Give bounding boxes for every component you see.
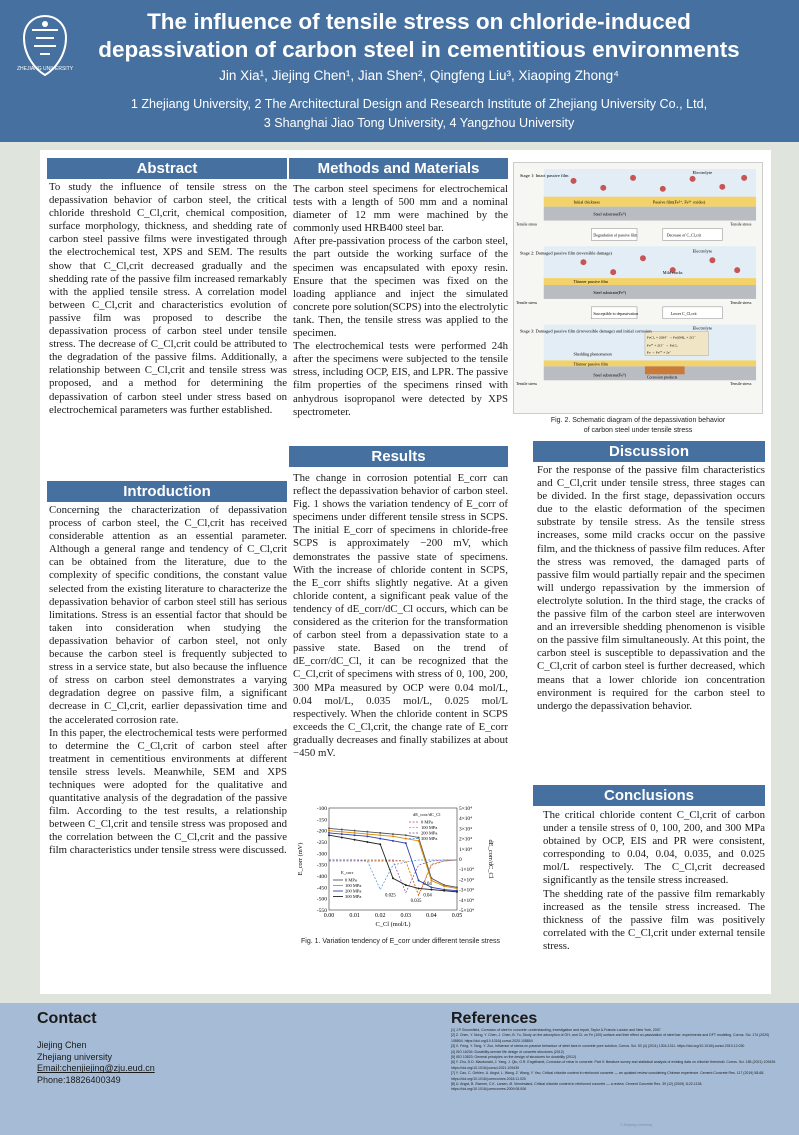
poster-title: The influence of tensile stress on chloride-induced depassivation of carbon steel in cementitious environments [98, 9, 740, 62]
initial-thickness-label: Initial thickness [573, 199, 600, 205]
critical-value-annotation: 0.04 [423, 893, 432, 899]
y-axis-label: E_corr (mV) [297, 842, 304, 876]
ecorr-point [443, 890, 445, 892]
lower-label: Lower C_Cl,crit [670, 310, 697, 316]
y-tick-label: -150 [316, 817, 327, 824]
ecorr-point [328, 834, 330, 836]
fig2-caption-line-2: of carbon steel under tensile stress [583, 427, 693, 434]
ecorr-point [392, 877, 394, 879]
legend-d-title: dE_corr/dC_Cl [413, 812, 441, 817]
ecorr-point [354, 834, 356, 836]
thinner-film-label: Thinner passive film [573, 279, 608, 285]
ecorr-point [366, 831, 368, 833]
methods-para-1: The carbon steel specimens for electrochemical tests with a length of 500 mm and a nominal diameter of 12 mm were machined by the commonly used HRB400 steel bar. [293, 183, 508, 235]
ecorr-point [366, 835, 368, 837]
contact-email-link[interactable]: Email:chenjiejing@zju.eud.cn [37, 1063, 155, 1074]
thinner-film-label-3: Thinner passive film [573, 361, 608, 367]
ecorr-point [328, 827, 330, 829]
y2-tick-label: 0 [459, 857, 462, 863]
affiliation-line-2: 3 Shanghai Jiao Tong University, 4 Yangzhou University [263, 116, 575, 130]
contact-heading: Contact [37, 1010, 97, 1027]
x-tick-label: 0.00 [323, 913, 335, 919]
ecorr-point [366, 841, 368, 843]
university-logo [16, 12, 74, 78]
legend-e-label: 0 MPa [345, 877, 357, 883]
methods-heading: Methods and Materials [289, 158, 508, 179]
steel-substrate-label-3: Steel substrate(Fe⁰) [593, 372, 627, 378]
x-tick-label: 0.04 [426, 913, 437, 919]
ecorr-point [405, 838, 407, 840]
x-tick-label: 0.01 [349, 913, 360, 919]
ecorr-point [418, 840, 420, 842]
legend-e-label: 300 MPa [345, 894, 362, 899]
y2-tick-label: 5×10⁴ [459, 806, 473, 812]
y2-tick-label: -3×10⁴ [459, 887, 474, 894]
watermark: © Zhejiang University [620, 1123, 653, 1127]
ecorr-point [354, 832, 356, 834]
reaction-2: Fe²⁺ + 2Cl⁻ → FeCl₂ [646, 343, 678, 348]
references-heading: References [451, 1010, 538, 1027]
reference-item: [1] J.P. Broomfield, Corrosion of steel in concrete: understanding, investigation and repair, Taylor & Francis London and New York, 2007 [451, 1028, 661, 1032]
ecorr-point [354, 830, 356, 832]
y2-tick-label: -5×10⁴ [459, 908, 474, 914]
x-tick-label: 0.03 [400, 913, 412, 919]
ecorr-point [456, 891, 458, 893]
susceptible-label: Susceptible to depassivation [593, 310, 639, 316]
legend-e-title: E_corr [341, 870, 354, 875]
reference-item: [3] X. Feng, Y. Tang, Y. Zuo, Influence of stress on passive behaviour of steel bars in concrete pore solution, Corros. Sci. 53 (4) (2011) 1304-1311. https://doi.org/10.1016/j.corsci.2010.12.030 [451, 1044, 745, 1049]
contact-phone: Phone:18826400349 [37, 1075, 121, 1086]
results-text: The change in corrosion potential E_corr can reflect the depassivation behavior of carbon steel. Fig. 1 shows the variation tendency of E_corr of specimens under different tensile stress in SCPS. The initial E_corr of specimens in chloride-free SCPS is approximately −200 mV, which demonstrates the passive state of specimens. With the increase of chloride content in SCPS, the E_corr shifts slightly negative. At a given chloride content, a significant peak value of the tendency of dE_corr/dC_Cl occurs, which can be considered as the criterion for the transformation of carbon steel from a depassivation state to a passive state. Based on the trend of dE_corr/dC_Cl, it can be recognized that the C_Cl,crit of specimens with stress of 0, 100, 200, 300 MPa measured by OCP were 0.04 mol/L, 0.04 mol/L, 0.035 mol/L, 0.025 mol/L respectively. When the chloride content in SCPS exceeds the C_Cl,crit, the change rate of E_corr gradually decreases and finally stabilizes at about −450 mV. [293, 472, 508, 759]
affiliation-line-1: 1 Zhejiang University, 2 The Architectural Design and Research Institute of Zhejiang University Co., Ltd, [130, 97, 708, 111]
stage1-steel [544, 207, 756, 221]
tensile-stress-left-1: Tensile stress [515, 221, 538, 227]
ecorr-point [405, 842, 407, 844]
fig1-chart [295, 800, 493, 928]
introduction-text [49, 504, 287, 858]
introduction-para-2: In this paper, the electrochemical tests were performed to determine the C_Cl,crit of carbon steel after treatment in cementitious environments at different tensile stress levels. Meanwhile, SEM and XPS techniques were adopted for the qualitative and quantitative analysis of the degradation of the passive film. According to the test results, a relationship between C_Cl,crit and tensile stress was proposed and the correlation between the C_Cl,crit and the passive film characteristics under tensile stress were discussed. [49, 726, 287, 857]
ecorr-point [418, 887, 420, 889]
abstract-heading: Abstract [47, 158, 287, 179]
y-tick-label: -350 [316, 862, 327, 869]
contact-name: Jiejing Chen [37, 1040, 87, 1050]
fig2-schematic [513, 162, 763, 414]
conclusions-text [543, 809, 765, 953]
degradation-label: Degradation of passive film [593, 232, 638, 238]
reaction-1: FeCl₂ + 2OH⁻ → Fe(OH)₂ + 2Cl⁻ [646, 335, 697, 340]
methods-para-3: The electrochemical tests were performed 24h after the specimens were subjected to the tensile stress, including OCP, EIS, and LPR. The passive film properties of the specimens rinsed with anhydrous isopropanol were detected by XPS spectrometer. [293, 340, 508, 418]
affiliations [74, 95, 764, 133]
ecorr-point [430, 889, 432, 891]
y-tick-label: -500 [316, 896, 327, 903]
y2-tick-label: 2×10⁴ [459, 836, 473, 843]
ecorr-point [392, 835, 394, 837]
contact-org: Zhejiang university [37, 1051, 113, 1062]
ecorr-point [379, 843, 381, 845]
y2-tick-label: 4×10⁴ [459, 816, 473, 823]
legend-d-label: 200 MPa [421, 830, 438, 836]
critical-value-annotation: 0.025 [385, 893, 396, 899]
introduction-heading: Introduction [47, 481, 287, 502]
conclusions-para-2: The shedding rate of the passive film remarkably increased as the tensile stress increased. The thickness of the passive film was positively correlated with the C_Cl,crit under external tensile stress. [543, 887, 765, 952]
tensile-stress-left-2: Tensile stress [515, 299, 538, 305]
steel-substrate-label-1: Steel substrate(Fe⁰) [593, 211, 627, 217]
reaction-3: Fe → Fe²⁺ + 2e⁻ [646, 350, 672, 355]
ecorr-point [341, 836, 343, 838]
ecorr-point [328, 830, 330, 832]
ecorr-point [443, 885, 445, 887]
logo-text: ZHEJIANG UNIVERSITY [16, 66, 74, 72]
ecorr-point [392, 840, 394, 842]
fig2-caption-line-1: Fig. 2. Schematic diagram of the depassivation behavior [550, 417, 726, 424]
references-list [451, 1028, 777, 1093]
y-tick-label: -400 [316, 874, 327, 880]
y2-tick-label: -2×10⁴ [459, 877, 474, 884]
x-tick-label: 0.02 [374, 913, 386, 919]
ecorr-point [392, 833, 394, 835]
reference-item: [5] ISO 13823: General principles on the design of structures for durability (2012) [451, 1055, 577, 1060]
ecorr-point [341, 829, 343, 831]
y2-axis-label: dE_corr/dC_Cl [487, 839, 494, 879]
shedding-label: Shedding phenomenon [573, 351, 612, 357]
ecorr-point [379, 838, 381, 840]
fig2-caption [513, 416, 763, 436]
ecorr-point [341, 831, 343, 833]
reference-item: [6] Y. Zhu, D.D. Macdonald, J. Yang, J. Qiu, G.R. Engelhardt, Corrosion of rebar in concrete. Part II: literature survey and statistical analysis of existing data on chloride threshold. Corros. Sci. 185 (2021) 109439. https://doi.org/10.1016/j.corsci.2021.109439 [451, 1060, 777, 1070]
legend-e-label: 200 MPa [345, 888, 362, 894]
ecorr-point [354, 839, 356, 841]
y-tick-label: -200 [316, 828, 327, 835]
y-tick-label: -300 [316, 851, 327, 858]
ecorr-point [379, 834, 381, 836]
y2-tick-label: 3×10⁴ [459, 826, 473, 833]
stage1-label: Stage 1: Intact passive film [519, 172, 569, 178]
methods-text [293, 183, 508, 419]
x-axis-label: C_Cl (mol/L) [375, 921, 411, 928]
author-list: Jin Xia¹, Jiejing Chen¹, Jian Shen², Qingfeng Liu³, Xiaoping Zhong⁴ [219, 68, 619, 83]
electrolyte-label-3: Electrolyte [692, 325, 713, 331]
ecorr-point [456, 887, 458, 889]
ecorr-point [405, 834, 407, 836]
steel-substrate-label-2: Steel substrate(Fe⁰) [593, 289, 627, 295]
discussion-heading: Discussion [533, 441, 765, 462]
abstract-text: To study the influence of tensile stress on the depassivation behavior of carbon steel, the critical chloride threshold C_Cl,crit, chemical composition, surface morphology, thickness, and shedding rate of carbon steel passive films were investigated through the electrochemical test, XPS and SEM. The results show that C_Cl,crit decreased gradually and the shedding rate of the passive film increased remarkably with the applied tensile stress. A correlation model between C_Cl,crit and characteristics evolution of passive film was proposed to describe the depassivation process of carbon steel under tensile stress. The decrease of C_Cl,crit could be attributed to the degradation of the passive films. Additionally, a relationship between C_Cl,crit and tensile stress was proposed, and a method for determining the depassivation of carbon steel under stress based on electrochemical parameters was further established. [49, 181, 287, 416]
electrolyte-label-2: Electrolyte [692, 248, 713, 254]
discussion-text: For the response of the passive film characteristics and C_Cl,crit under tensile stress, three stages can be divided. In the first stage, depassivation occurs due to the elastic deformation of the specimen substrate by tensile stress. As the tensile stress increases, some mild cracks occur on the passive film, and the thickness of passive film reduces. After the stress was removed, the damaged parts of passive film would partially repair and the specimen will undergo repassivation by the immersion of electrolyte solution. In the third stage, the cracks of the passive film of the carbon steel are interwoven and an irreversible shedding phenomenon is visible on the passive film simultaneously. At this point, the carbon steel is susceptible to depassivation and the C_Cl,crit of carbon steel is further decreased, which means that a lower chloride ion concentration environment is required for the carbon steel to undergo the depassivation behavior. [537, 464, 765, 712]
reference-item: [8] U. Angst, B. Elsener, C.K. Larsen, Ø. Vennesland, Critical chloride content in reinforced concrete — a review. Cement Concrete Res. 39 (12) (2009) 1122-1138. https://doi.org/10.1016/j.cemconres.2009.08.006 [451, 1082, 703, 1092]
tensile-stress-right-1: Tensile stress [730, 221, 752, 227]
y2-tick-label: 1×10⁴ [459, 846, 473, 853]
reference-item: [7] Y. Cao, C. Gehlen, U. Angst, L. Wang, Z. Wang, Y. Yao, Critical chloride content in reinforced concrete — an updated review considering Chinese experience. Cement Concrete Res. 117 (2019) 58-68. https://doi.org/10.1016/j.cemconres.2018.11.020 [451, 1071, 765, 1081]
legend-d-label: 0 MPa [421, 819, 433, 825]
ecorr-point [405, 884, 407, 886]
passive-film-label: Passive film(Fe²⁺, Fe³⁺ oxides) [652, 199, 706, 205]
critical-value-annotation: 0.04 [423, 882, 432, 888]
stage2-label: Stage 2: Damaged passive film (reversible damage) [519, 250, 612, 256]
introduction-para-1: Concerning the characterization of depassivation process of carbon steel, the C_Cl,crit has received considerable attention as an essential parameter. Although a general range and tendency of C_Cl,crit can be obtained from the literature, due to the complexity of specific conditions, the constant value selected from the existing literature to characterize the depassivation behavior of carbon steel still has serious limitations. Stress is an essential factor that should be taken into consideration when studying the depassivation behavior of carbon steel, not only because the carbon steel is frequently subjected to stress in a service state, but also because the influence of stress on carbon steel demonstrates a varying degradation degree on passive film, a significant decrease in C_Cl,crit, earlier depassivation time and the accelerated corrosion rate. [49, 504, 287, 726]
y-tick-label: -250 [316, 840, 327, 846]
critical-value-annotation: 0.035 [410, 899, 422, 905]
corrosion-pit [645, 366, 685, 374]
contact-block [37, 1040, 155, 1087]
ecorr-point [366, 833, 368, 835]
tensile-stress-right-2: Tensile stress [730, 299, 752, 305]
conclusions-heading: Conclusions [533, 785, 765, 806]
y2-tick-label: -1×10⁴ [459, 867, 474, 874]
decrease-label: Decrease of C_Cl,crit [666, 232, 702, 238]
ecorr-point [379, 832, 381, 834]
tensile-stress-right-3: Tensile stress [730, 381, 752, 387]
reference-item: [2] Z. Chen, Y. Nong, Y. Chen, J. Chen, B. Yu, Study on the adsorption of OH- and Cl- on Fe (100) surface and their effect on passivation of steel bar: experiments and DFT modeling. Corros. Sci. 174 (2020) 108804. https://doi.org/10.1016/j.corsci.2020.108804 [451, 1033, 770, 1043]
ecorr-point [328, 832, 330, 834]
y2-tick-label: -4×10⁴ [459, 897, 474, 904]
legend-d-label: 300 MPa [421, 836, 438, 841]
mild-cracks-label: Mild cracks [662, 270, 683, 276]
results-heading: Results [289, 446, 508, 467]
legend-e-label: 100 MPa [345, 883, 362, 888]
ecorr-point [341, 833, 343, 835]
y-tick-label: -450 [316, 885, 327, 892]
fig1-caption: Fig. 1. Variation tendency of E_corr under different tensile stress [301, 938, 500, 945]
conclusions-para-1: The critical chloride content C_Cl,crit of carbon under a tensile stress of 0, 100, 200, and 300 MPa obtained by OCP, EIS and PR were consistent, corresponding to 0.04, 0.04, 0.035, and 0.025 mol/L respectively. The C_Cl,crit decreased significantly as the tensile stress increased. [543, 809, 765, 887]
methods-para-2: After pre-passivation process of the carbon steel, the part outside the working surface of the specimen was encapsulated with epoxy resin. Ensure that the specimen was fixed on the loading appliance and inject the simulated concrete pore solution(SCPS) into the electrolytic tank. Then, the tensile stress was applied to the specimen. [293, 235, 508, 340]
x-tick-label: 0.05 [451, 913, 463, 919]
reference-item: [4] ISO 16204: Durability-service life design of concrete structures (2012) [451, 1049, 564, 1054]
ecorr-point [418, 880, 420, 882]
header-banner [0, 0, 799, 142]
y-tick-label: -550 [316, 908, 327, 914]
stage2-steel [544, 285, 756, 299]
electrolyte-label-1: Electrolyte [692, 169, 713, 175]
corrosion-products-label: Corrosion products [646, 374, 678, 380]
legend-d-label: 100 MPa [421, 825, 438, 830]
tensile-stress-left-3: Tensile stress [515, 381, 538, 387]
stage3-label: Stage 3: Damaged passive film (irreversible damage) and initial corrosion [519, 328, 652, 334]
y-tick-label: -100 [316, 806, 327, 812]
